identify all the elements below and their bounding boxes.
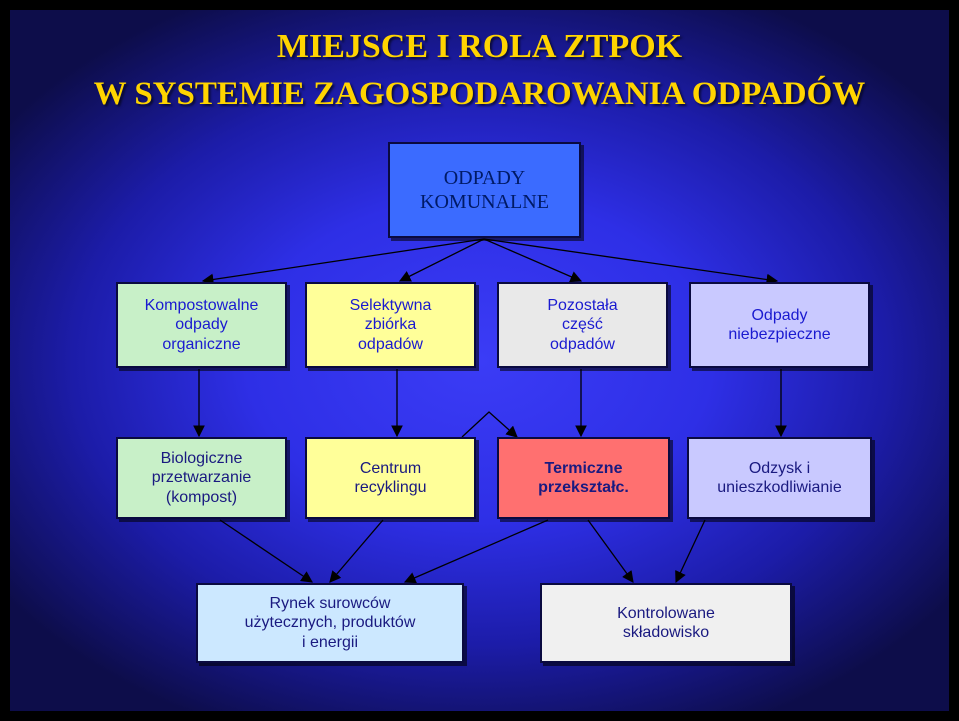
node-label: Odpady niebezpieczne (728, 306, 831, 343)
node-label: Rynek surowców użytecznych, produktów i energii (244, 595, 416, 651)
node-kompostowalne-odpady (116, 282, 287, 368)
node-label: Odzysk i unieszkodliwianie (717, 459, 842, 496)
node-label: Pozostała część odpadów (547, 297, 618, 353)
node-label: Centrum recyklingu (354, 459, 427, 496)
node-kontrolowane-skladowisko (540, 583, 792, 663)
node-centrum-recyklingu (305, 437, 476, 519)
node-label: Kompostowalne odpady organiczne (144, 297, 259, 353)
node-label: Termiczne przekształc. (538, 459, 629, 496)
page-title-line-1: MIEJSCE I ROLA ZTPOK (276, 28, 683, 65)
node-biologiczne-przetwarzanie (116, 437, 287, 519)
node-odpady-komunalne (388, 142, 581, 238)
node-label: Selektywna zbiórka odpadów (349, 297, 432, 353)
node-odzysk-unieszkodliwianie (687, 437, 872, 519)
node-odpady-niebezpieczne (689, 282, 870, 368)
node-label: ODPADY KOMUNALNE (420, 167, 549, 213)
node-label: Kontrolowane składowisko (617, 604, 715, 641)
page-title-line-2: W SYSTEMIE ZAGOSPODAROWANIA ODPADÓW (93, 76, 866, 112)
node-rynek-surowcow (196, 583, 464, 663)
node-label: Biologiczne przetwarzanie (kompost) (151, 450, 252, 506)
node-pozostala-czesc (497, 282, 668, 368)
node-selektywna-zbiorka (305, 282, 476, 368)
node-termiczne-przeksztalcanie (497, 437, 670, 519)
